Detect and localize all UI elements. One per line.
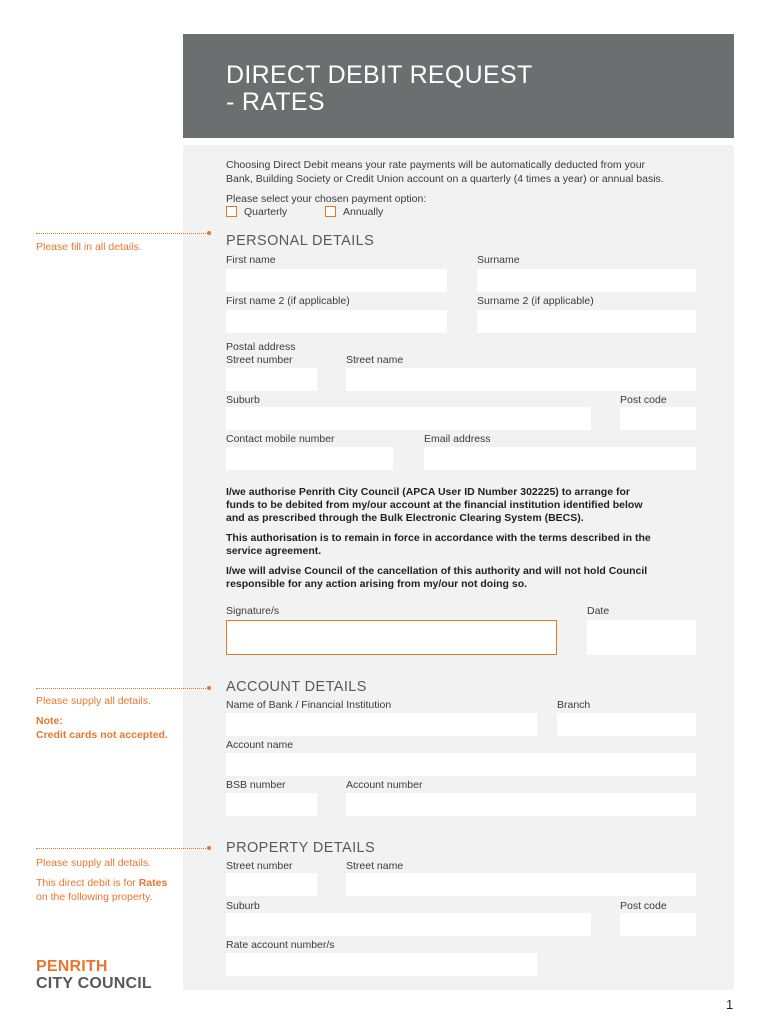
authorisation-line-2: funds to be debited from my/our account at the financial institution identified below xyxy=(226,499,643,511)
bsb-field[interactable] xyxy=(226,793,317,816)
authorisation-terms-line-1: This authorisation is to remain in force in accordance with the terms described in the xyxy=(226,532,651,544)
note-label: Note: xyxy=(36,715,63,727)
street-number-field[interactable] xyxy=(226,368,317,391)
logo-city-council: CITY COUNCIL xyxy=(36,975,152,992)
surname-field[interactable] xyxy=(477,269,696,292)
title-banner xyxy=(183,34,734,138)
property-leader-line xyxy=(36,848,208,849)
first-name-2-field[interactable] xyxy=(226,310,447,333)
account-details-heading: ACCOUNT DETAILS xyxy=(226,679,367,695)
surname-label: Surname xyxy=(477,254,520,266)
bank-label: Name of Bank / Financial Institution xyxy=(226,699,392,711)
account-name-label: Account name xyxy=(226,739,294,751)
intro-line-2: Bank, Building Society or Credit Union account on a quarterly (4 times a year) or annual basis. xyxy=(226,173,664,185)
street-name-field[interactable] xyxy=(346,368,696,391)
rate-account-label: Rate account number/s xyxy=(226,939,335,951)
property-post-code-field[interactable] xyxy=(620,913,696,936)
suburb-field[interactable] xyxy=(226,407,591,430)
post-code-field[interactable] xyxy=(620,407,696,430)
account-side-note: Please supply all details. xyxy=(36,695,151,707)
logo-penrith: PENRITH xyxy=(36,958,108,975)
suburb-label: Suburb xyxy=(226,394,260,406)
rates-note-pre: This direct debit is for xyxy=(36,877,139,889)
date-label: Date xyxy=(587,605,610,617)
cancellation-line-2: responsible for any action arising from my/our not doing so. xyxy=(226,578,528,590)
annually-label: Annually xyxy=(343,206,384,218)
account-number-field[interactable] xyxy=(346,793,696,816)
property-street-number-label: Street number xyxy=(226,860,293,872)
account-leader-line xyxy=(36,688,208,689)
signature-label: Signature/s xyxy=(226,605,280,617)
email-label: Email address xyxy=(424,433,491,445)
rates-note-bold: Rates xyxy=(138,877,168,889)
account-name-field[interactable] xyxy=(226,753,696,776)
date-field[interactable] xyxy=(587,620,696,655)
quarterly-checkbox[interactable] xyxy=(226,206,237,217)
rates-note-line-1 xyxy=(36,876,167,890)
property-post-code-label: Post code xyxy=(620,900,667,912)
intro-line-1: Choosing Direct Debit means your rate payments will be automatically deducted from your xyxy=(226,159,646,171)
bsb-label: BSB number xyxy=(226,779,286,791)
rate-account-field[interactable] xyxy=(226,953,537,976)
rates-note-line-2: on the following property. xyxy=(36,891,153,903)
annually-checkbox[interactable] xyxy=(325,206,336,217)
page-title: DIRECT DEBIT REQUEST - RATES xyxy=(226,61,533,116)
cancellation-line-1: I/we will advise Council of the cancellation of this authority and will not hold Council xyxy=(226,565,648,577)
page-number: 1 xyxy=(726,997,734,1012)
first-name-2-label: First name 2 (if applicable) xyxy=(226,295,350,307)
mobile-field[interactable] xyxy=(226,447,393,470)
authorisation-line-1: I/we authorise Penrith City Council (APCA User ID Number 302225) to arrange for xyxy=(226,486,630,498)
email-field[interactable] xyxy=(424,447,696,470)
personal-leader-line xyxy=(36,233,208,234)
signature-field[interactable] xyxy=(226,620,557,655)
property-side-note: Please supply all details. xyxy=(36,857,151,869)
property-leader-dot xyxy=(207,846,211,850)
personal-side-note: Please fill in all details. xyxy=(36,241,142,253)
authorisation-terms-line-2: service agreement. xyxy=(226,545,322,557)
mobile-label: Contact mobile number xyxy=(226,433,335,445)
branch-field[interactable] xyxy=(557,713,696,736)
credit-card-note: Credit cards not accepted. xyxy=(36,729,168,741)
bank-field[interactable] xyxy=(226,713,537,736)
quarterly-label: Quarterly xyxy=(244,206,288,218)
property-street-name-field[interactable] xyxy=(346,873,696,896)
property-street-name-label: Street name xyxy=(346,860,404,872)
personal-details-heading: PERSONAL DETAILS xyxy=(226,233,375,249)
property-suburb-field[interactable] xyxy=(226,913,591,936)
personal-leader-dot xyxy=(207,231,211,235)
post-code-label: Post code xyxy=(620,394,667,406)
account-leader-dot xyxy=(207,686,211,690)
first-name-label: First name xyxy=(226,254,276,266)
authorisation-line-3: and as prescribed through the Bulk Electronic Clearing System (BECS). xyxy=(226,512,584,524)
property-details-heading: PROPERTY DETAILS xyxy=(226,840,376,856)
payment-option-prompt: Please select your chosen payment option: xyxy=(226,193,427,205)
branch-label: Branch xyxy=(557,699,591,711)
postal-address-label: Postal address xyxy=(226,341,296,353)
property-suburb-label: Suburb xyxy=(226,900,260,912)
first-name-field[interactable] xyxy=(226,269,447,292)
property-street-number-field[interactable] xyxy=(226,873,317,896)
account-number-label: Account number xyxy=(346,779,423,791)
surname-2-field[interactable] xyxy=(477,310,696,333)
street-name-label: Street name xyxy=(346,354,404,366)
street-number-label: Street number xyxy=(226,354,293,366)
form-panel xyxy=(183,145,734,990)
surname-2-label: Surname 2 (if applicable) xyxy=(477,295,594,307)
